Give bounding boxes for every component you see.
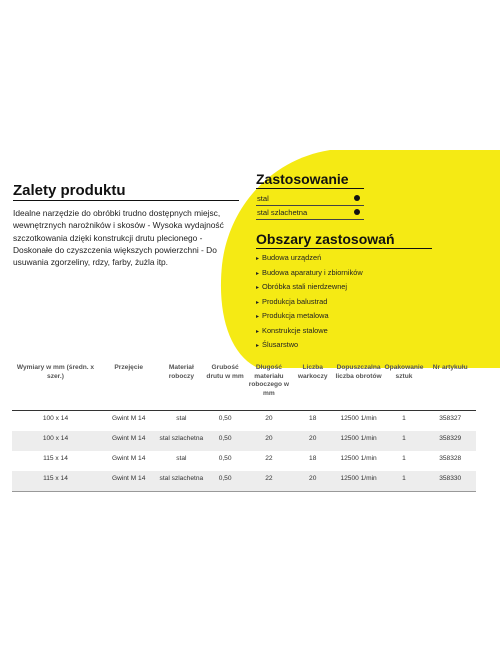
bullet-dot-icon [354, 195, 360, 201]
header-length: Długość materiału roboczego w mm [246, 364, 292, 411]
areas-title: Obszary zastosowań [256, 231, 432, 249]
triangle-bullet-icon: ▸ [256, 299, 260, 306]
cell-knots: 18 [309, 415, 317, 422]
cell-length: 22 [246, 471, 292, 492]
advantages-title: Zalety produktu [13, 182, 239, 201]
cell-length: 20 [265, 415, 273, 422]
cell-max-speed: 12500 1/min [334, 471, 384, 492]
table-row [12, 431, 476, 451]
cell-connection: Gwint M 14 [112, 455, 146, 462]
application-item [256, 206, 364, 220]
cell-article-number: 358330 [424, 471, 476, 492]
table-row [12, 451, 476, 471]
cell-knots: 18 [309, 455, 317, 462]
cell-length: 20 [246, 431, 292, 451]
cell-wire-thickness: 0,50 [204, 431, 246, 451]
cell-connection: Gwint M 14 [112, 415, 146, 422]
triangle-bullet-icon: ▸ [256, 343, 260, 349]
application-title: Zastosowanie [256, 171, 364, 189]
areas-item: ▸ Ślusarstwo [256, 340, 299, 349]
cell-pack: 1 [384, 471, 425, 492]
cell-wire-thickness: 0,50 [218, 455, 232, 462]
cell-max-speed: 12500 1/min [340, 455, 377, 462]
areas-item: ▸ Obróbka stali nierdzewnej [256, 282, 348, 291]
header-pack: Opakowanie sztuk [384, 364, 425, 411]
cell-material: stal [176, 455, 187, 462]
cell-dimensions: 115 x 14 [12, 471, 99, 492]
cell-article-number: 358329 [424, 431, 476, 451]
areas-item: ▸ Budowa urządzeń [256, 253, 322, 262]
cell-knots: 20 [292, 431, 334, 451]
cell-pack: 1 [402, 415, 406, 422]
cell-article-number: 358327 [439, 415, 462, 422]
cell-max-speed: 12500 1/min [334, 431, 384, 451]
triangle-bullet-icon: ▸ [256, 328, 260, 335]
header-max-speed: Dopuszczalna liczba obrotów [334, 364, 384, 411]
specification-table [12, 364, 476, 492]
triangle-bullet-icon: ▸ [256, 256, 260, 262]
bullet-dot-icon [354, 209, 360, 215]
cell-max-speed: 12500 1/min [340, 415, 377, 422]
cell-length: 22 [265, 455, 273, 462]
table-header-row [12, 364, 476, 411]
areas-item: ▸ Budowa aparatury i zbiorników [256, 267, 363, 277]
application-item-label: stal szlachetna [257, 208, 308, 217]
advantages-text: Idealne narzędzie do obróbki trudno dostępnych miejsc, wewnętrznych narożników i skosów - Wysoka wydajność szczotkowania dzięki konstrukcji drutu plecionego - Doskonałe do czyszczenia większych powierzchni - Do usuwania zgorzeliny, rdzy, farby, żużla itp. [13, 208, 224, 268]
cell-material: stal szlachetna [158, 431, 204, 451]
cell-dimensions: 115 x 14 [43, 455, 68, 462]
application-list [256, 192, 364, 220]
header-wire-thickness: Grubość drutu w mm [204, 364, 246, 411]
cell-material: stal szlachetna [158, 471, 204, 492]
cell-wire-thickness: 0,50 [218, 415, 232, 422]
cell-material: stal [176, 415, 187, 422]
cell-connection: Gwint M 14 [99, 471, 158, 492]
header-article-number: Nr artykułu [424, 364, 476, 411]
application-item [256, 192, 364, 206]
cell-article-number: 358328 [439, 455, 462, 462]
cell-wire-thickness: 0,50 [204, 471, 246, 492]
header-material: Materiał roboczy [158, 364, 204, 411]
cell-connection: Gwint M 14 [99, 431, 158, 451]
header-connection: Przejęcie [99, 364, 158, 411]
triangle-bullet-icon: ▸ [256, 285, 260, 291]
triangle-bullet-icon: ▸ [256, 314, 260, 320]
cell-pack: 1 [402, 455, 406, 462]
cell-pack: 1 [384, 431, 425, 451]
header-dimensions: Wymiary w mm (średn. x szer.) [12, 364, 99, 411]
header-knots: Liczba warkoczy [292, 364, 334, 411]
cell-dimensions: 100 x 14 [42, 415, 69, 422]
table-row [12, 471, 476, 492]
table-row [12, 411, 476, 432]
application-item-label: stal [257, 194, 269, 203]
areas-list [256, 251, 363, 353]
cell-knots: 20 [292, 471, 334, 492]
areas-item: ▸ Produkcja metalowa [256, 311, 329, 320]
triangle-bullet-icon: ▸ [256, 270, 260, 277]
cell-dimensions: 100 x 14 [12, 431, 99, 451]
areas-item: ▸ Konstrukcje stalowe [256, 325, 328, 335]
areas-item: ▸ Produkcja balustrad [256, 296, 328, 306]
